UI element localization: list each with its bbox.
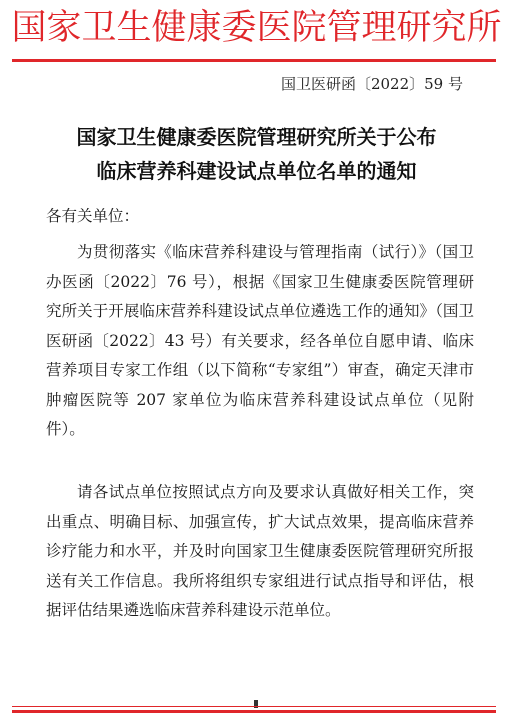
document-number: 国卫医研函〔2022〕59 号 (280, 75, 463, 93)
header-red-rule (12, 59, 496, 62)
title-line-1: 国家卫生健康委医院管理研究所关于公布 (76, 125, 437, 149)
footer-thin-rule (12, 706, 496, 707)
body-paragraph-2: 请各试点单位按照试点方向及要求认真做好相关工作，突出重点、明确目标、加强宣传，扩大试点效果，提高临床营养诊疗能力和水平，并及时向国家卫生健康委医院管理研究所报送有关工作信息。我所将组织专家组进行试点指导和评估，根据评估结果遴选临床营养科建设示范单位。 (46, 483, 474, 619)
document-title (30, 120, 483, 188)
salutation: 各有关单位： (46, 207, 140, 225)
body-paragraph-1: 为贯彻落实《临床营养科建设与管理指南（试行）》（国卫办医函〔2022〕76 号），根据《国家卫生健康委医院管理研究所关于开展临床营养科建设试点单位遴选工作的通知》（国卫医研函〔2022〕43 号）有关要求，经各单位自愿申请、临床营养项目专家工作组（以下简称“专家组”）审查，确定天津市肿瘤医院等 207 家单位为临床营养科建设试点单位（见附件）。 (46, 243, 474, 438)
footer-thick-rule (12, 710, 496, 713)
title-line-2: 临床营养科建设试点单位名单的通知 (96, 159, 417, 183)
organization-header: 国家卫生健康委医院管理研究所 (11, 8, 502, 48)
